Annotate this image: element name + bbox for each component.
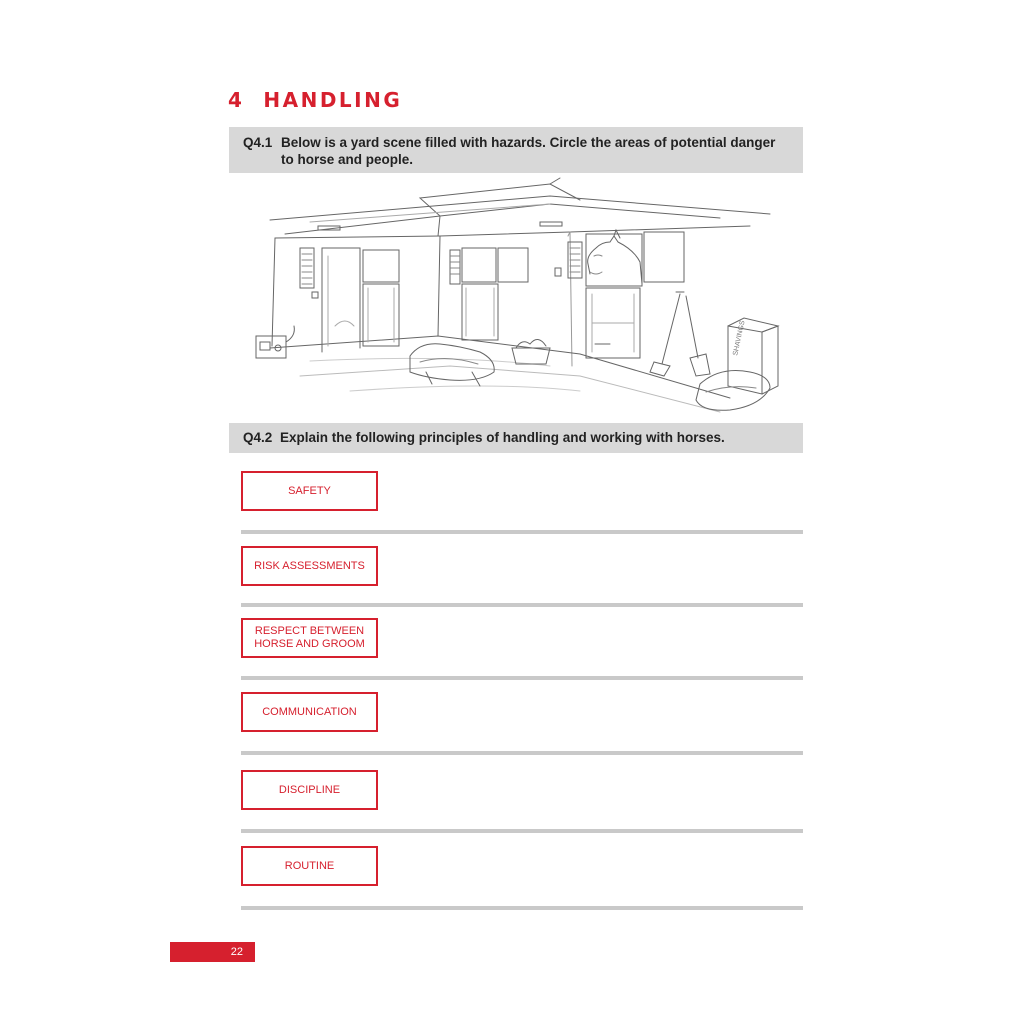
stable-yard-illustration (250, 176, 790, 416)
principle-label: RESPECT BETWEEN HORSE AND GROOM (241, 618, 378, 658)
principle-row-discipline (241, 770, 803, 850)
question-bar-q4-1 (229, 127, 803, 173)
page-number: 22 (230, 946, 243, 958)
principle-row-communication (241, 692, 803, 772)
answer-line[interactable] (241, 751, 803, 755)
section-heading: HANDLING (263, 88, 403, 112)
principle-label: COMMUNICATION (241, 692, 378, 732)
principle-label: SAFETY (241, 471, 378, 511)
answer-line[interactable] (241, 603, 803, 607)
section-title (228, 88, 402, 112)
principle-row-safety (241, 471, 803, 551)
sack-text: SHAVINGS (732, 319, 747, 357)
principle-row-respect (241, 618, 803, 698)
question-text: Below is a yard scene filled with hazards. Circle the areas of potential danger to horse and people. (281, 135, 776, 167)
section-number: 4 (228, 88, 245, 112)
answer-line[interactable] (241, 906, 803, 910)
principle-label: DISCIPLINE (241, 770, 378, 810)
principle-label: RISK ASSESSMENTS (241, 546, 378, 586)
principle-row-routine (241, 846, 803, 926)
principle-label: ROUTINE (241, 846, 378, 886)
answer-line[interactable] (241, 530, 803, 534)
question-text: Explain the following principles of handling and working with horses. (280, 430, 725, 445)
question-number: Q4.1 (243, 135, 273, 150)
principle-row-risk-assessments (241, 546, 803, 626)
answer-line[interactable] (241, 676, 803, 680)
page-number-tab (170, 942, 255, 962)
question-bar-q4-2 (229, 423, 803, 453)
question-number: Q4.2 (243, 430, 273, 445)
answer-line[interactable] (241, 829, 803, 833)
